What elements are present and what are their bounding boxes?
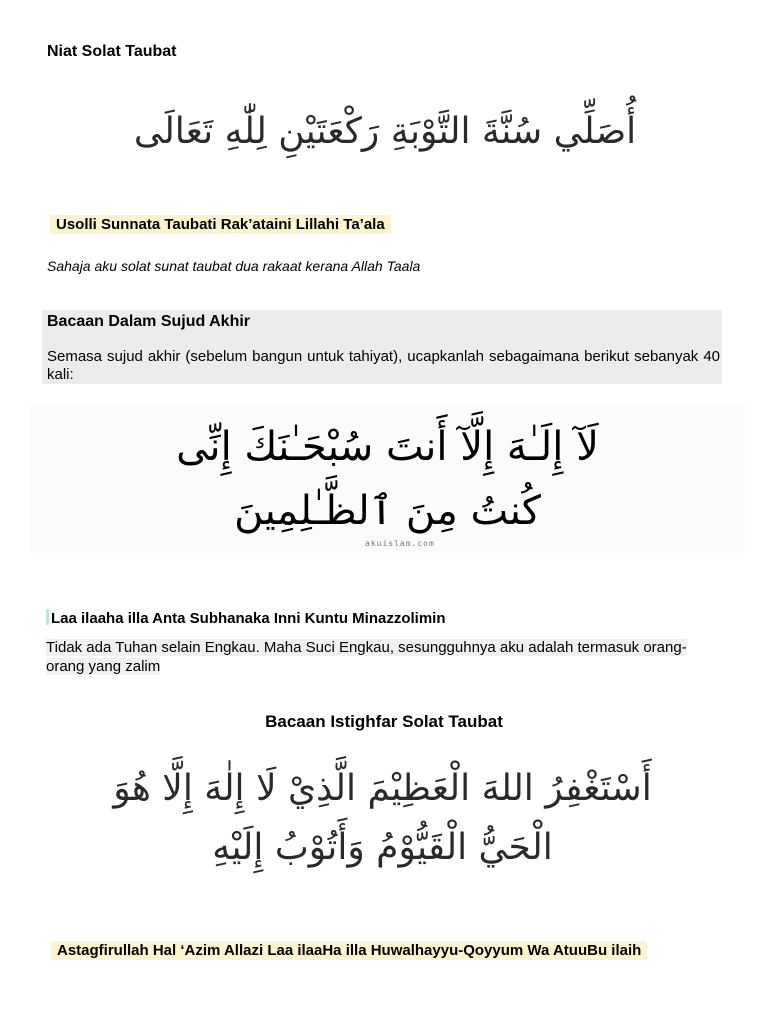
- istighfar-arabic-line1: أَسْتَغْفِرُ اللهَ الْعَظِيْمَ الَّذِيْ لَا إِلٰهَ إِلَّا هُوَ: [113, 768, 652, 809]
- sujud-instruction: Semasa sujud akhir (sebelum bangun untuk tahiyat), ucapkanlah sebagaimana berikut sebanyak 40 kali:: [47, 348, 720, 383]
- sujud-arabic-line1: لَآ إِلَـٰهَ إِلَّآ أَنتَ سُبْحَـٰنَكَ إِنِّى: [176, 424, 599, 470]
- teal-marker-icon: [46, 609, 49, 625]
- istighfar-transliteration-text: Astagfirullah Hal ‘Azim Allazi Laa ilaaHa illa Huwalhayyu-Qoyyum Wa AtuuBu ilaih: [51, 941, 647, 960]
- niat-arabic-text: أُصَلِّي سُنَّةَ التَّوْبَةِ رَكْعَتَيْنِ لِلّٰهِ تَعَالَى: [133, 111, 637, 152]
- istighfar-arabic-line2: الْحَيُّ الْقَيُّوْمُ وَأَتُوْبُ إِلَيْهِ: [212, 827, 553, 868]
- sujud-arabic-image: [30, 405, 745, 553]
- sujud-translation: [46, 638, 711, 676]
- sujud-heading: Bacaan Dalam Sujud Akhir: [47, 313, 251, 330]
- niat-transliteration-text: Usolli Sunnata Taubati Rak’ataini Lillahi Ta’ala: [50, 215, 391, 234]
- sujud-translation-text: Tidak ada Tuhan selain Engkau. Maha Suci Engkau, sesungguhnya aku adalah termasuk orang-orang yang zalim: [46, 639, 687, 675]
- niat-transliteration: [50, 216, 391, 233]
- niat-heading: Niat Solat Taubat: [47, 43, 177, 60]
- sujud-arabic-line2: كُنتُ مِنَ ٱلظَّـٰلِمِينَ: [234, 488, 541, 534]
- niat-translation: Sahaja aku solat sunat taubat dua rakaat kerana Allah Taala: [47, 258, 421, 274]
- sujud-block: [42, 310, 722, 384]
- istighfar-heading: Bacaan Istighfar Solat Taubat: [265, 712, 503, 731]
- istighfar-transliteration: [51, 942, 647, 959]
- sujud-watermark: akuislam.com: [365, 539, 435, 548]
- sujud-transliteration: [46, 609, 446, 627]
- sujud-transliteration-text: Laa ilaaha illa Anta Subhanaka Inni Kuntu Minazzolimin: [51, 610, 446, 627]
